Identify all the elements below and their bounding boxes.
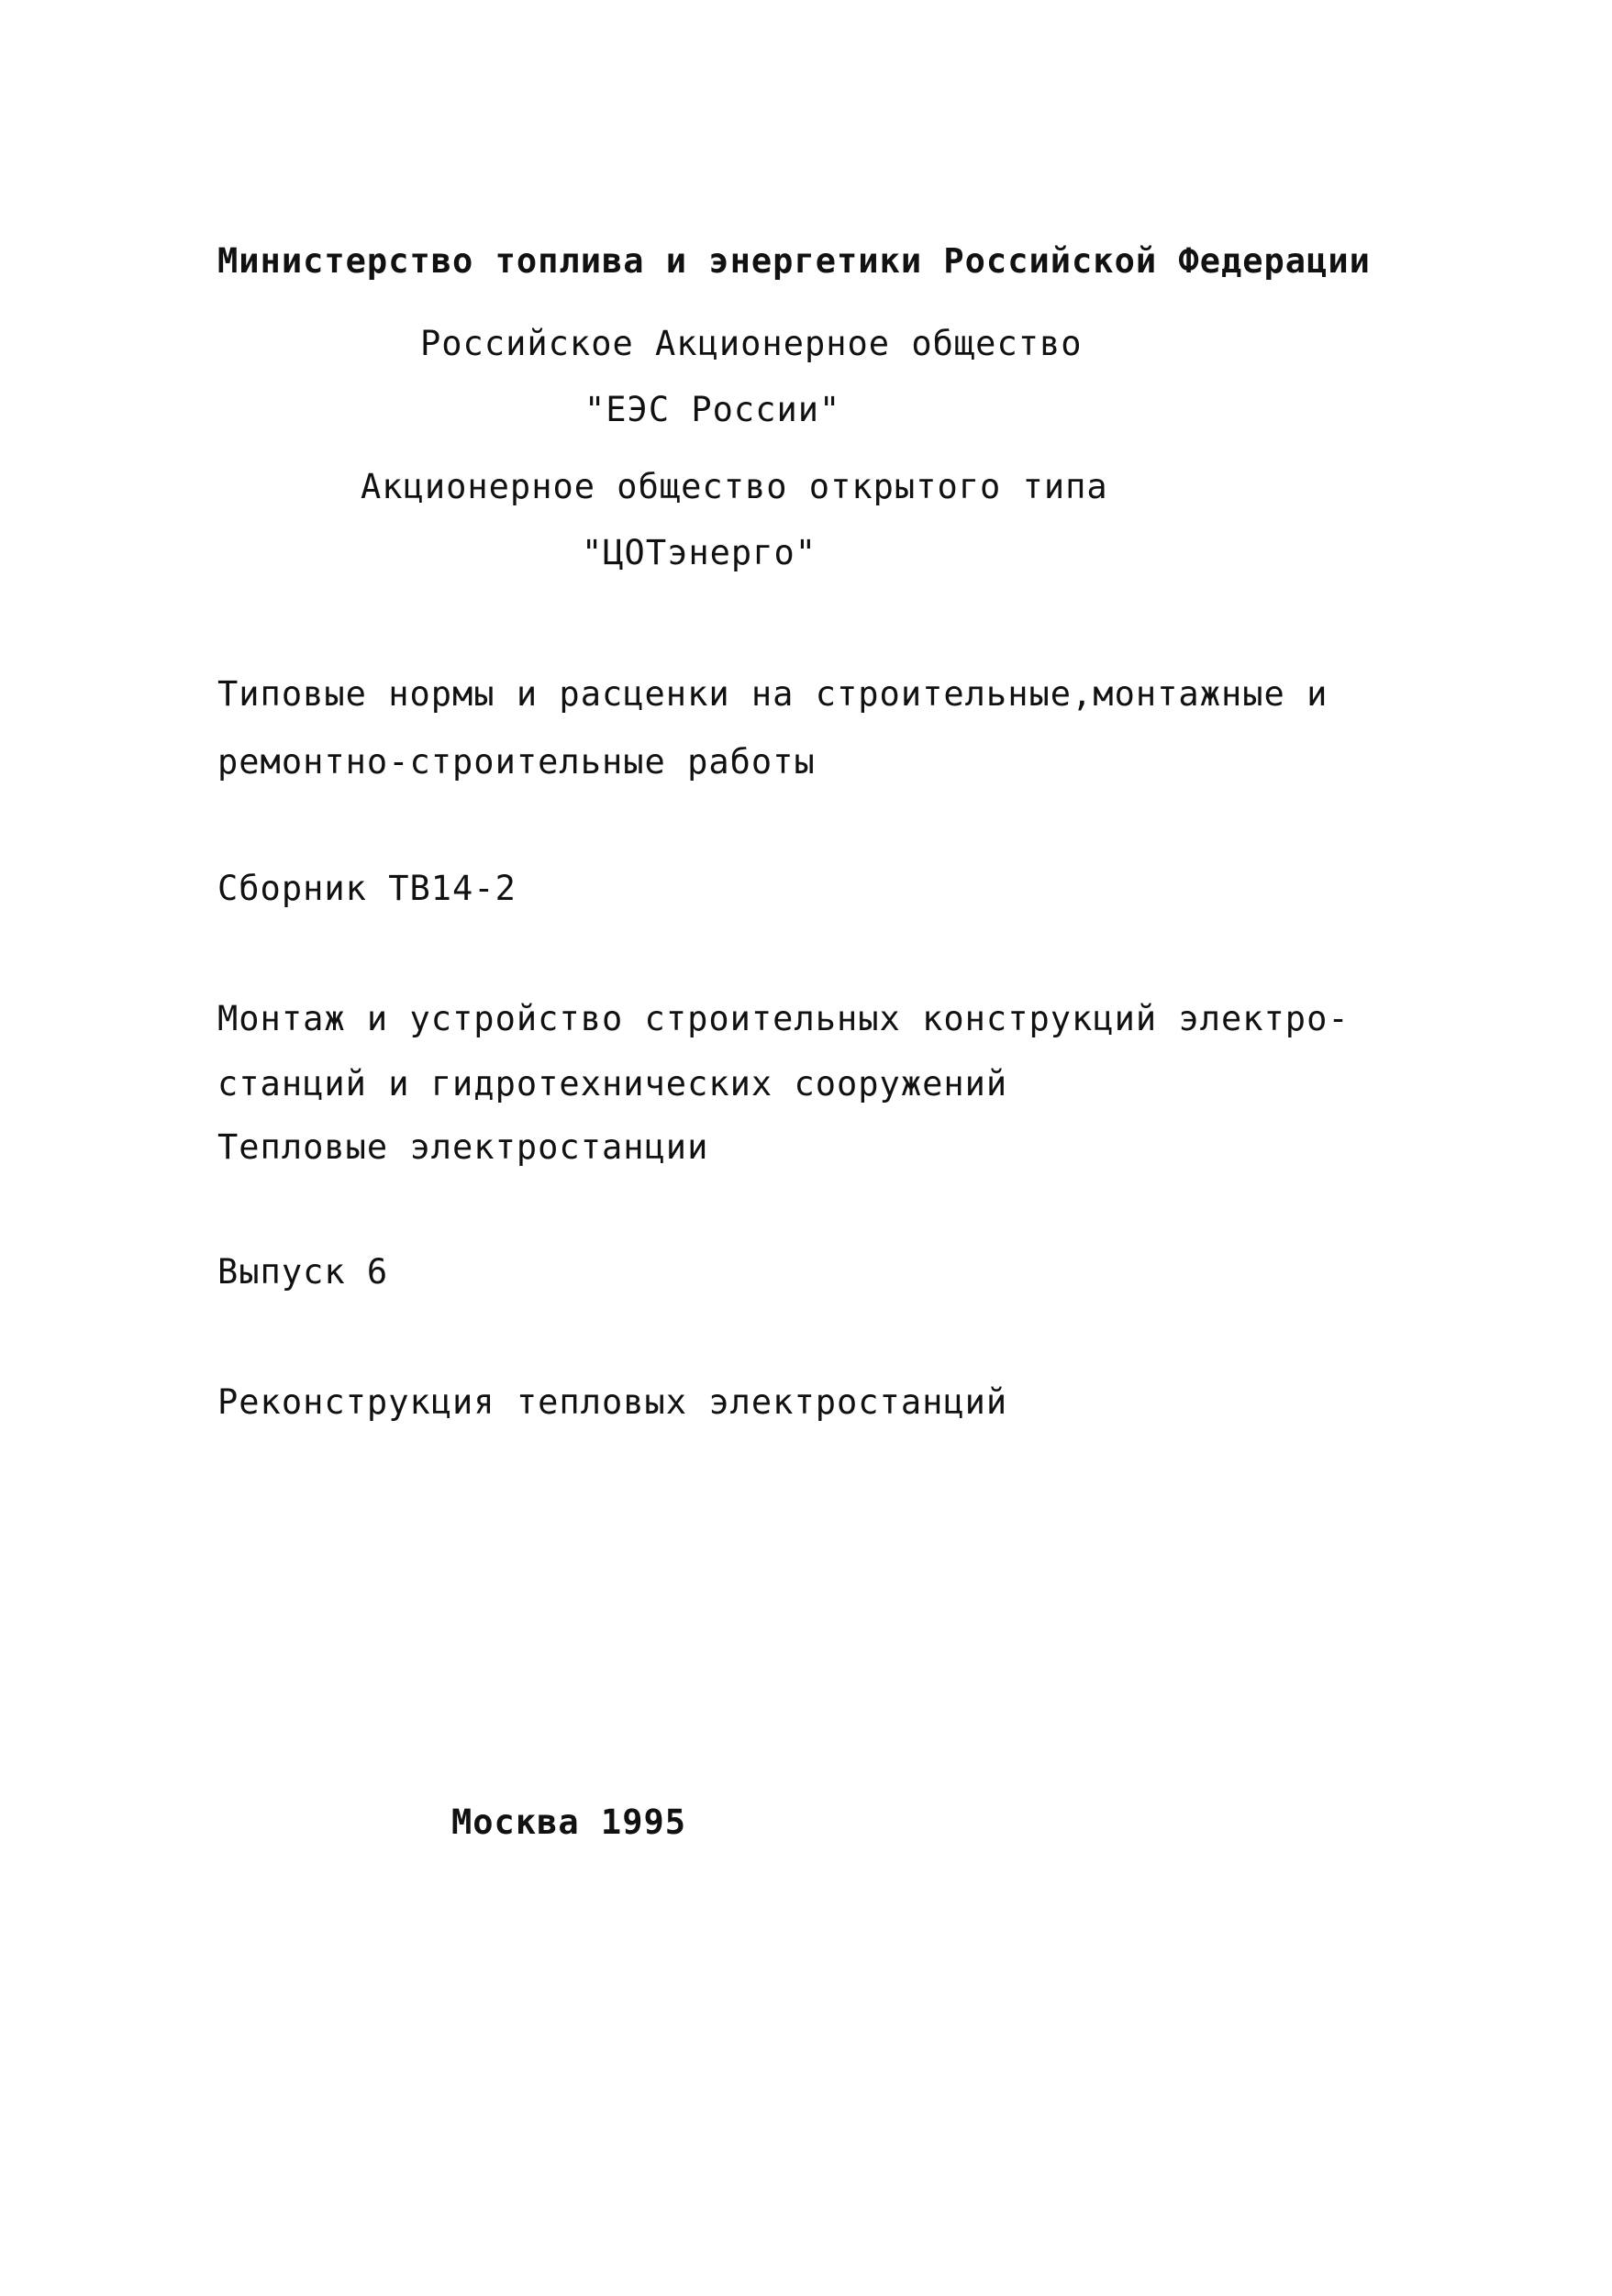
issue-number: Выпуск 6 bbox=[217, 1252, 389, 1292]
organization-brand: "ЦОТэнерго" bbox=[582, 533, 817, 572]
document-title-line2: ремонтно-строительные работы bbox=[217, 742, 816, 782]
subject-line3: Тепловые электростанции bbox=[217, 1127, 709, 1167]
section-title: Реконструкция тепловых электростанций bbox=[217, 1382, 1008, 1422]
document-title-line1: Типовые нормы и расценки на строительные,монтажные и bbox=[217, 674, 1329, 714]
subject-line2: станций и гидротехнических сооружений bbox=[217, 1064, 1008, 1104]
organization-name: Акционерное общество открытого типа bbox=[361, 467, 1108, 506]
company-name: Российское Акционерное общество bbox=[420, 324, 1083, 363]
subject-line1: Монтаж и устройство строительных конструкций электро- bbox=[217, 999, 1350, 1038]
ministry-heading: Министерство топлива и энергетики Российской Федерации bbox=[217, 241, 1371, 281]
company-brand: "ЕЭС России" bbox=[584, 390, 841, 429]
place-and-year: Москва 1995 bbox=[451, 1802, 687, 1842]
collection-number: Сборник ТВ14-2 bbox=[217, 869, 517, 908]
